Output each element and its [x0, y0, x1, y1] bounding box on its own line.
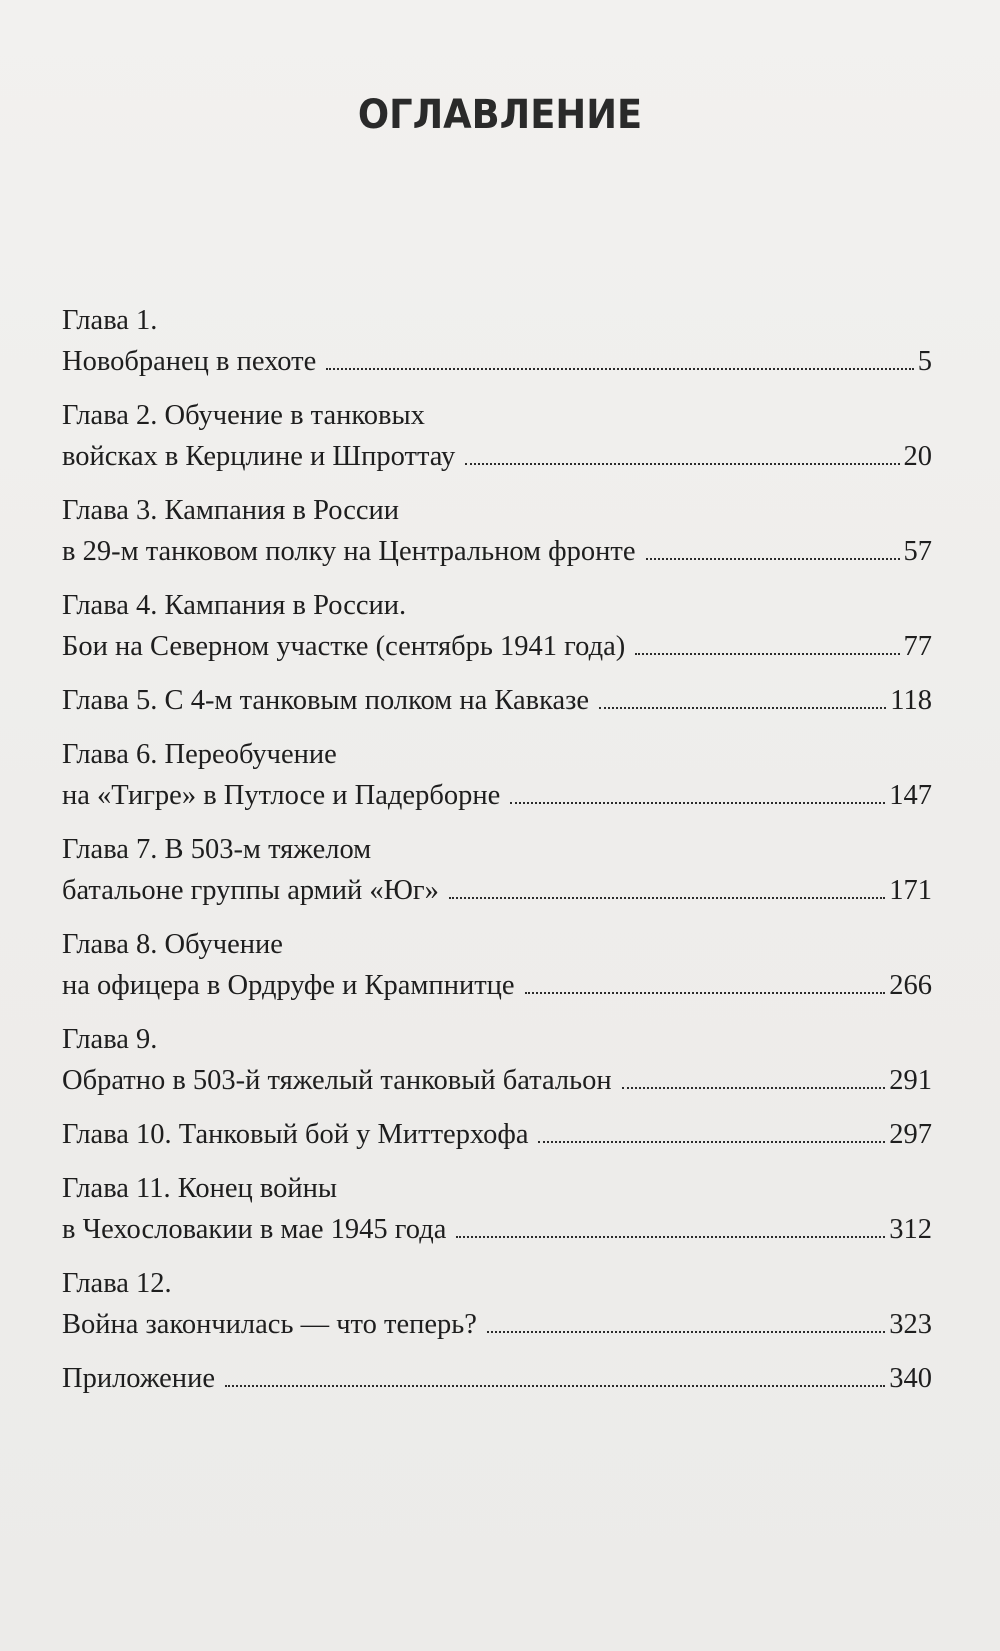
dot-leader: [465, 463, 899, 465]
table-of-contents: [62, 300, 932, 1412]
toc-entry-title: Глава 10. Танковый бой у Миттерхофа: [62, 1119, 529, 1150]
toc-entry-line: [62, 1304, 932, 1345]
page-number: 291: [889, 1065, 932, 1096]
toc-entry-title: Обратно в 503-й тяжелый танковый батальон: [62, 1065, 612, 1096]
toc-entry-heading: Глава 1.: [62, 305, 158, 336]
toc-entry-line: [62, 436, 932, 477]
toc-entry-title: в Чехословакии в мае 1945 года: [62, 1214, 447, 1245]
page-number: 340: [889, 1363, 932, 1394]
dot-leader: [622, 1087, 886, 1089]
dot-leader: [449, 897, 885, 899]
toc-entry-line: [62, 1209, 932, 1250]
toc-entry-heading: Глава 4. Кампания в России.: [62, 590, 407, 621]
toc-entry-line: [62, 965, 932, 1006]
page-number: 118: [890, 685, 932, 716]
page-number: 266: [889, 970, 932, 1001]
toc-entry: [62, 1114, 932, 1155]
toc-entry: [62, 1019, 932, 1101]
page-number: 312: [889, 1214, 932, 1245]
page-number: 323: [889, 1309, 932, 1340]
toc-entry-title: войсках в Керцлине и Шпроттау: [62, 441, 456, 472]
dot-leader: [510, 802, 885, 804]
toc-entry-line: [62, 341, 932, 382]
dot-leader: [599, 707, 886, 709]
toc-entry-line: [62, 1060, 932, 1101]
toc-entry-heading: Глава 12.: [62, 1268, 172, 1299]
toc-entry: [62, 490, 932, 572]
toc-entry-heading: Глава 6. Переобучение: [62, 739, 337, 770]
toc-entry: [62, 1263, 932, 1345]
page-number: 5: [917, 346, 932, 377]
toc-entry-title: Приложение: [62, 1363, 215, 1394]
toc-entry-title: батальоне группы армий «Юг»: [62, 875, 439, 906]
toc-entry-line: [62, 1114, 932, 1155]
toc-entry-title: на «Тигре» в Путлосе и Падерборне: [62, 780, 501, 811]
dot-leader: [326, 368, 913, 370]
toc-entry-title: Война закончилась — что теперь?: [62, 1309, 477, 1340]
toc-entry: [62, 300, 932, 382]
toc-entry-heading: Глава 3. Кампания в России: [62, 495, 400, 526]
dot-leader: [456, 1236, 885, 1238]
toc-entry-line: [62, 680, 932, 721]
page-number: 147: [889, 780, 932, 811]
page-number: 297: [889, 1119, 932, 1150]
dot-leader: [635, 653, 899, 655]
toc-entry-title: Глава 5. С 4-м танковым полком на Кавказе: [62, 685, 590, 716]
toc-entry-title: Новобранец в пехоте: [62, 346, 317, 377]
toc-entry: [62, 924, 932, 1006]
page-title: ОГЛАВЛЕНИЕ: [357, 92, 643, 138]
toc-entry: [62, 1168, 932, 1250]
dot-leader: [487, 1331, 885, 1333]
toc-entry-title: в 29-м танковом полку на Центральном фронте: [62, 536, 636, 567]
toc-entry-heading: Глава 9.: [62, 1024, 158, 1055]
toc-entry: [62, 829, 932, 911]
toc-entry: [62, 680, 932, 721]
toc-entry-line: [62, 626, 932, 667]
toc-entry-line: [62, 775, 932, 816]
page-number: 171: [889, 875, 932, 906]
toc-entry: [62, 585, 932, 667]
toc-entry-line: [62, 1358, 932, 1399]
toc-entry-heading: Глава 8. Обучение: [62, 929, 283, 960]
toc-entry-heading: Глава 7. В 503-м тяжелом: [62, 834, 372, 865]
toc-entry-line: [62, 531, 932, 572]
toc-entry-heading: Глава 11. Конец войны: [62, 1173, 338, 1204]
toc-entry-line: [62, 870, 932, 911]
dot-leader: [525, 992, 886, 994]
toc-entry: [62, 395, 932, 477]
dot-leader: [538, 1141, 885, 1143]
page-number: 77: [903, 631, 932, 662]
page-number: 57: [903, 536, 932, 567]
dot-leader: [646, 558, 900, 560]
toc-entry-title: на офицера в Ордруфе и Крампнитце: [62, 970, 515, 1001]
toc-entry: [62, 1358, 932, 1399]
toc-entry-title: Бои на Северном участке (сентябрь 1941 года): [62, 631, 626, 662]
toc-entry: [62, 734, 932, 816]
dot-leader: [225, 1385, 885, 1387]
toc-entry-heading: Глава 2. Обучение в танковых: [62, 400, 425, 431]
page-number: 20: [903, 441, 932, 472]
